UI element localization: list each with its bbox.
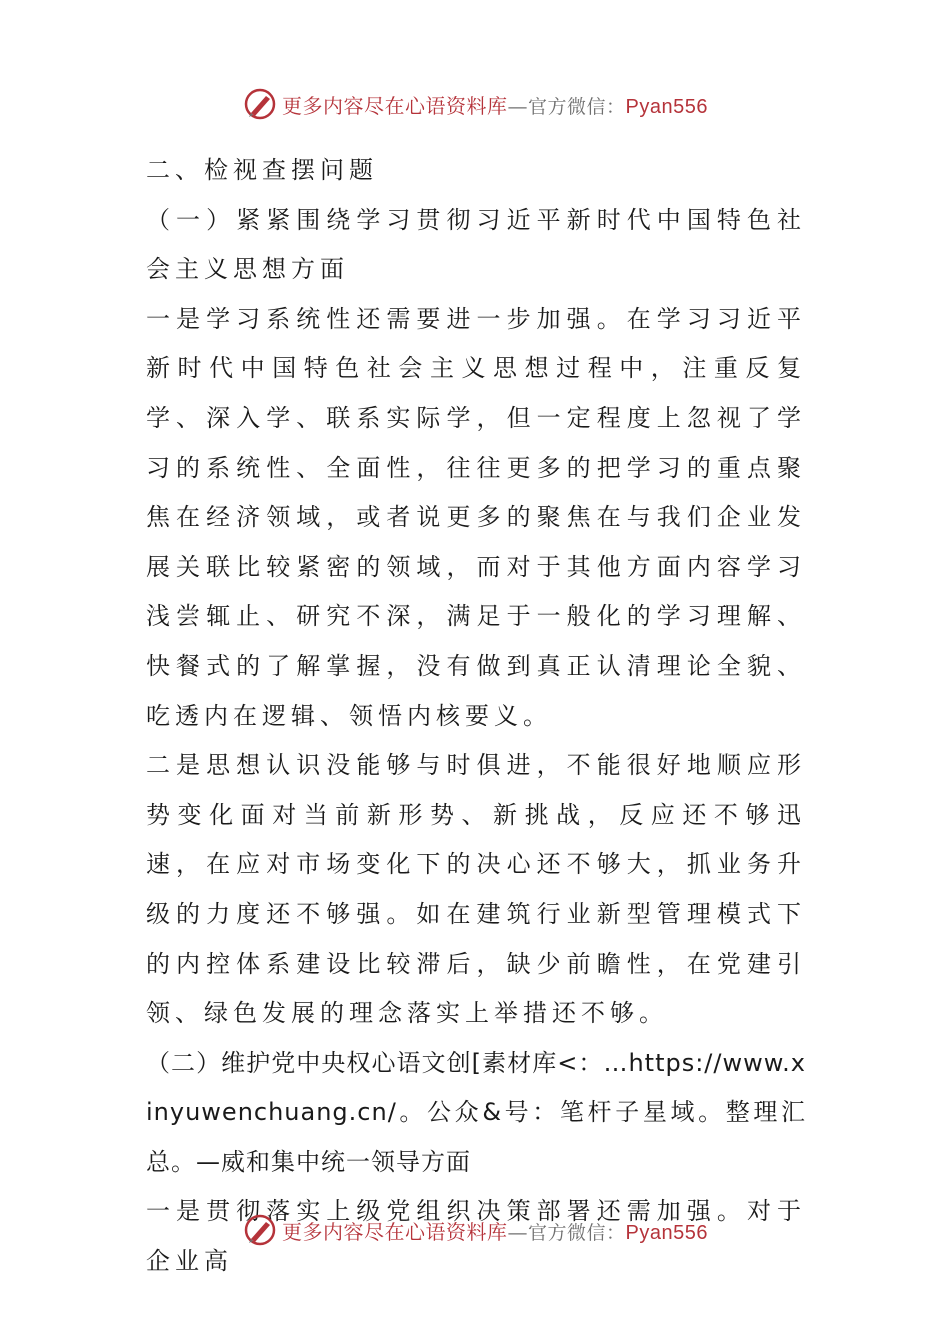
document-body	[146, 146, 806, 1287]
body-paragraph-3: 一是贯彻落实上级党组织决策部署还需加强。对于企业高	[146, 1197, 806, 1276]
banner-wechat-label: 官方微信：	[528, 95, 626, 118]
banner-text	[282, 1216, 708, 1245]
body-paragraph-1: 一是学习系统性还需要进一步加强。在学习习近平新时代中国特色社会主义思想过程中，注重反复学、深入学、联系实际学，但一定程度上忽视了学习的系统性、全面性，往往更多的把学习的重点聚焦在经济领域，或者说更多的聚焦在与我们企业发展关联比较紧密的领域，而对于其他方面内容学习浅尝辄止、研究不深，满足于一般化的学习理解、快餐式的了解掌握，没有做到真正认清理论全貌、吃透内在逻辑、领悟内核要义。	[146, 304, 806, 730]
pen-logo-icon	[242, 86, 278, 122]
banner-prefix: 更多内容尽在心语资料库	[282, 1219, 508, 1244]
subsection-heading-1: （一）紧紧围绕学习贯彻习近平新时代中国特色社会主义思想方面	[146, 205, 806, 284]
section-heading: 二、检视查摆问题	[146, 156, 378, 184]
banner-wechat-label: 官方微信：	[528, 1221, 626, 1244]
banner-dash: —	[507, 93, 528, 118]
banner-text	[282, 90, 708, 119]
pen-logo-icon	[242, 1212, 278, 1248]
banner-dash: —	[507, 1219, 528, 1244]
banner-wechat-id: Pyan556	[625, 95, 708, 118]
banner-wechat-id: Pyan556	[625, 1221, 708, 1244]
header-watermark-banner	[0, 84, 950, 124]
subsection-heading-2: （二）维护党中央权心语文创[素材库<：…https://www.xinyuwenchuang.cn/。公众&号：笔杆子星域。整理汇总。—威和集中统一领导方面	[146, 1048, 806, 1176]
body-paragraph-2: 二是思想认识没能够与时俱进，不能很好地顺应形势变化面对当前新形势、新挑战，反应还不够迅速，在应对市场变化下的决心还不够大，抓业务升级的力度还不够强。如在建筑行业新型管理模式下的内控体系建设比较滞后，缺少前瞻性，在党建引领、绿色发展的理念落实上举措还不够。	[146, 751, 806, 1028]
banner-prefix: 更多内容尽在心语资料库	[282, 93, 508, 118]
footer-watermark-banner	[0, 1210, 950, 1250]
